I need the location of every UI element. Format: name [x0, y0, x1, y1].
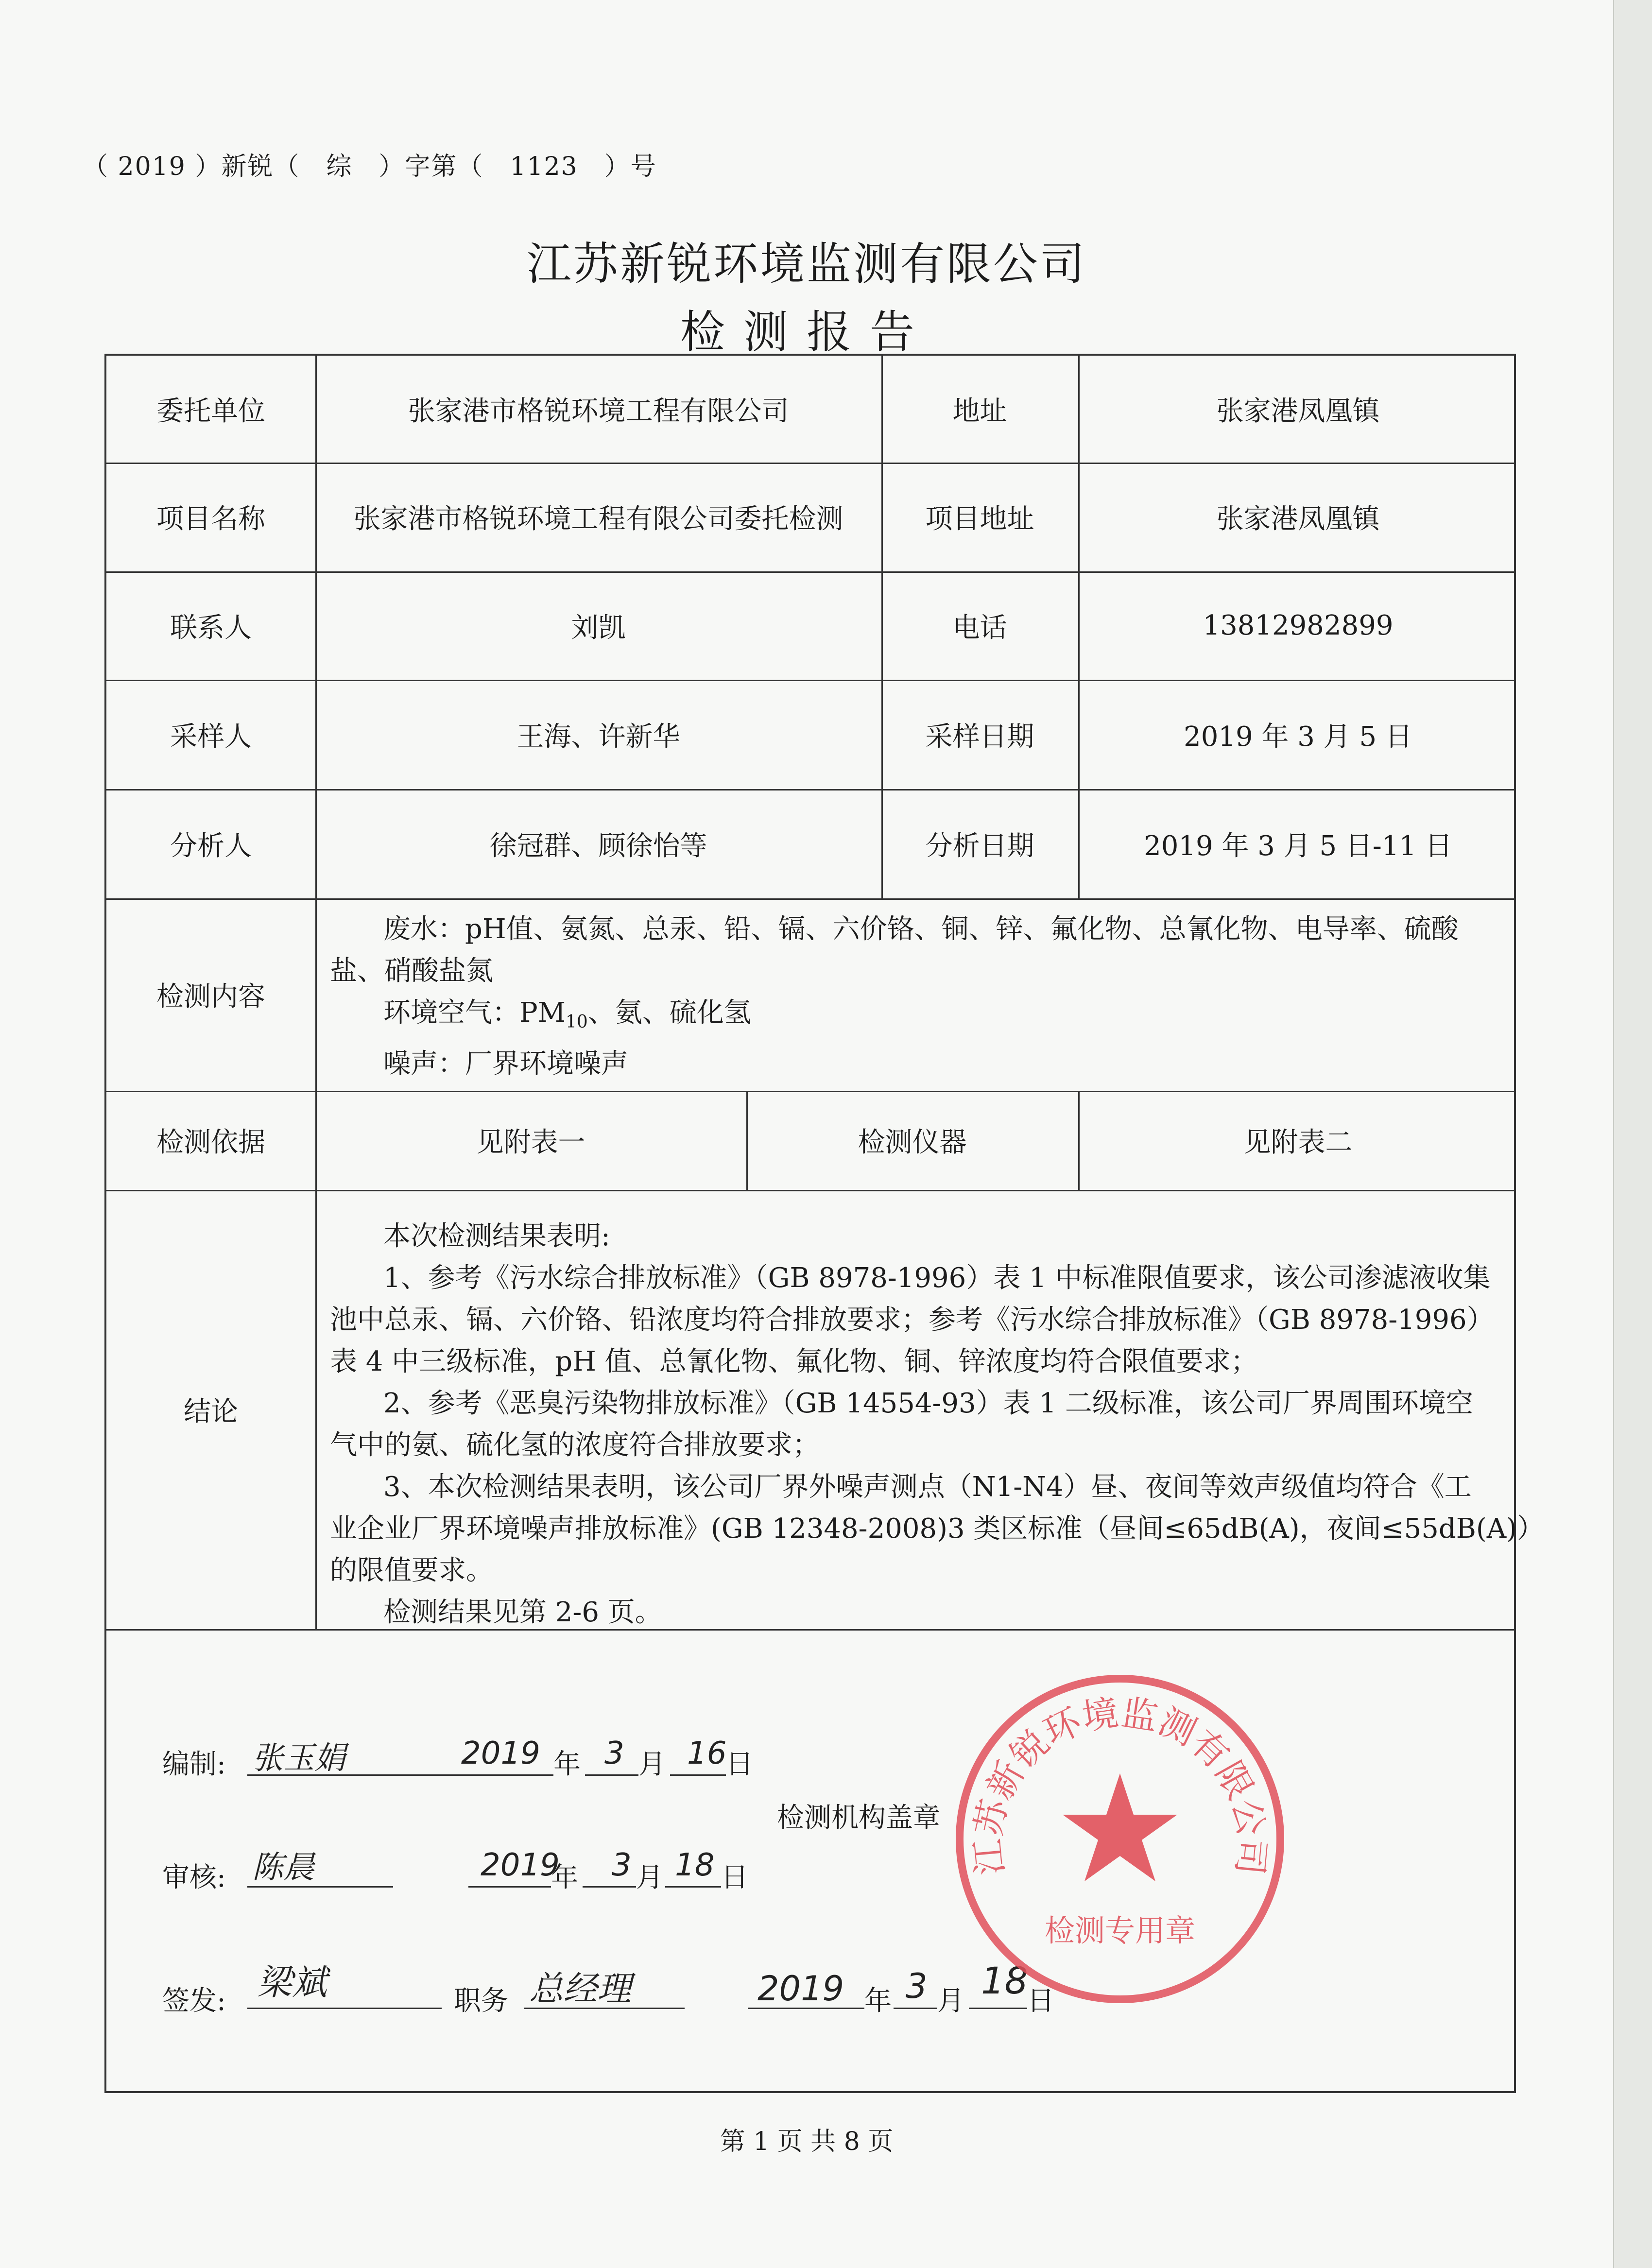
client-label: 委托单位	[156, 395, 265, 427]
compile-label: 编制:	[162, 1749, 226, 1780]
report-reference-number: （ 2019 ）新锐（ 综 ）字第（ 1123 ）号	[83, 152, 657, 181]
review-year: 2019	[481, 1847, 560, 1883]
address-label: 地址	[952, 395, 1007, 427]
conclusion-line: 3、本次检测结果表明，该公司厂界外噪声测点（N1-N4）昼、夜间等效声级值均符合《工	[383, 1471, 1472, 1503]
instrument-value: 见附表二	[1243, 1127, 1353, 1158]
project-value: 张家港市格锐环境工程有限公司委托检测	[353, 503, 843, 535]
day-char: 日	[726, 1749, 753, 1780]
official-seal-stamp	[950, 1669, 1290, 2009]
issue-month: 3	[906, 1966, 928, 2006]
issue-day: 18	[981, 1959, 1028, 2002]
analysis-date-label: 分析日期	[925, 830, 1034, 862]
content-noise-line: 噪声：厂界环境噪声	[383, 1048, 628, 1080]
month-char: 月	[636, 1862, 663, 1893]
compile-year: 2019	[461, 1735, 540, 1771]
conclusion-line: 的限值要求。	[330, 1555, 493, 1586]
content-items	[330, 909, 1506, 1085]
seal-ring-text: 江苏新锐环境监测有限公司	[966, 1692, 1273, 1877]
conclusion-line: 1、参考《污水综合排放标准》（GB 8978-1996）表 1 中标准限值要求，该公司渗滤液收集	[383, 1262, 1491, 1294]
compile-signature: 张玉娟	[252, 1740, 345, 1776]
content-label: 检测内容	[156, 981, 265, 1013]
stamp-label: 检测机构盖章	[777, 1802, 940, 1834]
sampler-value: 王海、许新华	[516, 721, 680, 753]
instrument-label: 检测仪器	[858, 1127, 967, 1158]
analyst-value: 徐冠群、顾徐怡等	[489, 830, 707, 862]
conclusion-line: 本次检测结果表明:	[383, 1220, 610, 1252]
phone-label: 电话	[952, 612, 1007, 644]
seal-bottom-text: 检测专用章	[1044, 1913, 1196, 1948]
year-char: 年	[553, 1749, 581, 1780]
day-char: 日	[721, 1862, 748, 1893]
conclusion-label: 结论	[184, 1396, 238, 1427]
phone-value: 13812982899	[1203, 610, 1394, 641]
issue-signature: 梁斌	[257, 1962, 327, 2003]
month-char: 月	[937, 1985, 964, 2017]
star-icon	[1063, 1773, 1177, 1881]
analysis-date-value: 2019 年 3 月 5 日-11 日	[1144, 830, 1452, 862]
review-label: 审核:	[162, 1862, 226, 1893]
compile-month: 3	[604, 1735, 624, 1771]
content-wastewater-line: 废水：pH值、氨氮、总汞、铅、镉、六价铬、铜、锌、氟化物、总氰化物、电导率、硫酸	[383, 913, 1459, 945]
page-edge-shadow	[1613, 0, 1652, 2268]
review-signature: 陈晨	[252, 1850, 314, 1886]
conclusion-line: 检测结果见第 2-6 页。	[383, 1597, 662, 1628]
sampling-date-label: 采样日期	[925, 721, 1034, 753]
conclusion-line: 业企业厂界环境噪声排放标准》(GB 12348-2008)3 类区标准（昼间≤65dB(A)，夜间≤55dB(A)）	[330, 1513, 1545, 1545]
year-char: 年	[551, 1862, 578, 1893]
project-address-label: 项目地址	[925, 503, 1034, 535]
sampling-date-value: 2019 年 3 月 5 日	[1184, 721, 1412, 753]
content-air-line: 环境空气：$PM_{10}$、氨、硫化氢	[383, 997, 751, 1032]
client-value: 张家港市格锐环境工程有限公司	[408, 395, 789, 427]
position-signature: 总经理	[529, 1969, 631, 2009]
issue-year: 2019	[757, 1969, 844, 2009]
year-char: 年	[864, 1985, 892, 2017]
review-day: 18	[675, 1847, 715, 1883]
conclusion-line: 气中的氨、硫化氢的浓度符合排放要求；	[330, 1429, 820, 1461]
basis-value: 见附表一	[476, 1127, 585, 1158]
address-value: 张家港凤凰镇	[1216, 395, 1380, 427]
sampler-label: 采样人	[170, 721, 252, 753]
content-wastewater-cont: 盐、硝酸盐氮	[330, 955, 493, 987]
analyst-label: 分析人	[170, 830, 252, 862]
review-month: 3	[612, 1847, 632, 1883]
month-char: 月	[638, 1749, 666, 1780]
conclusion-line: 2、参考《恶臭污染物排放标准》（GB 14554-93）表 1 二级标准，该公司厂界周围环境空	[383, 1388, 1473, 1419]
contact-value: 刘凯	[571, 612, 626, 644]
contact-label: 联系人	[170, 612, 252, 644]
compile-day: 16	[687, 1735, 727, 1771]
position-label: 职务	[454, 1985, 508, 2017]
report-title: 检测报告	[680, 306, 933, 358]
day-char: 日	[1027, 1985, 1054, 2017]
issue-label: 签发:	[162, 1985, 226, 2017]
project-address-value: 张家港凤凰镇	[1216, 503, 1380, 535]
report-info-table	[104, 354, 1545, 2093]
project-label: 项目名称	[156, 503, 265, 535]
basis-label: 检测依据	[156, 1127, 265, 1158]
conclusion-text	[330, 1216, 1545, 1633]
page-number: 第 1 页 共 8 页	[720, 2127, 894, 2156]
conclusion-line: 表 4 中三级标准，pH 值、总氰化物、氟化物、铜、锌浓度均符合限值要求；	[330, 1346, 1258, 1377]
company-heading: 江苏新锐环境监测有限公司	[526, 238, 1086, 290]
conclusion-line: 池中总汞、镉、六价铬、铅浓度均符合排放要求；参考《污水综合排放标准》（GB 8978-1996）	[330, 1304, 1494, 1336]
